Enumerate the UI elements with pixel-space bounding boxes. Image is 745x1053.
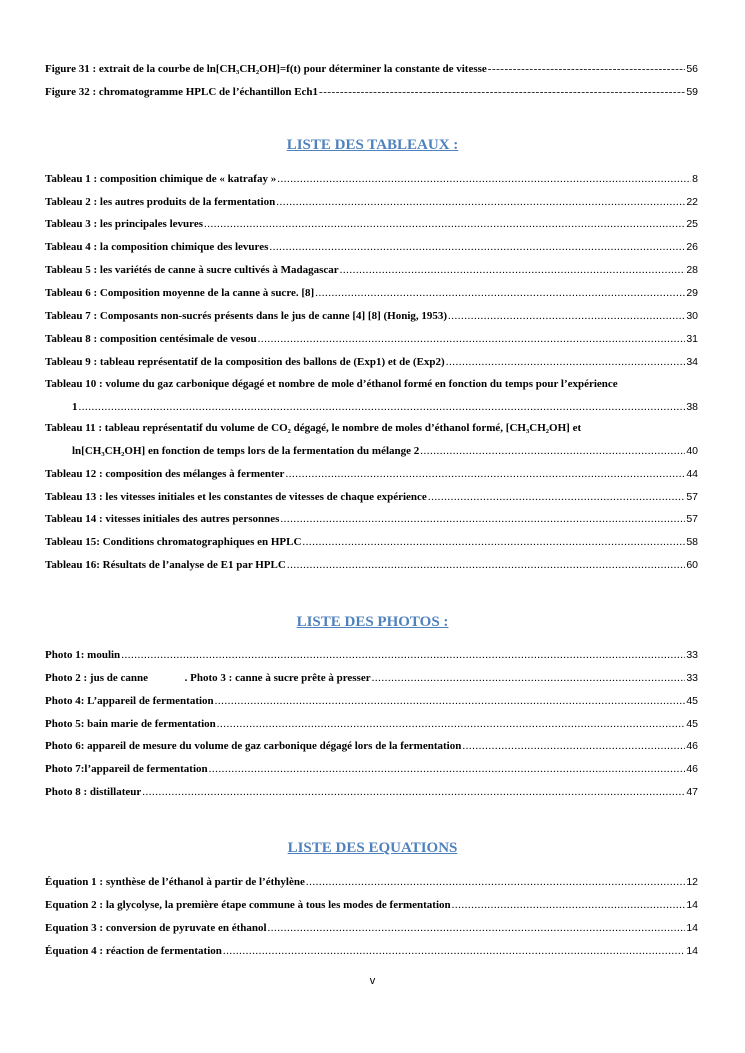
entry-label: Équation 4 : réaction de fermentation [45,945,222,957]
entry-page: 30 [686,310,698,322]
toc-entry-photo-2-3[interactable] [45,671,698,685]
toc-entry-equation-2[interactable] [45,898,698,912]
entry-label: Figure 32 : chromatogramme HPLC de l’échantillon Ech1 [45,86,319,98]
entry-page: 22 [686,196,698,208]
entry-label: Tableau 6 : Composition moyenne de la canne à sucre. [8] [45,287,315,299]
entry-label: Tableau 12 : composition des mélanges à fermenter [45,468,285,480]
entry-page: 14 [686,945,698,957]
toc-entry-table-12[interactable] [45,467,698,481]
toc-entry-table-5[interactable] [45,263,698,277]
entry-label: Tableau 4 : la composition chimique des levures [45,241,269,253]
entry-label: Tableau 2 : les autres produits de la fermentation [45,196,276,208]
entry-page: 56 [686,63,698,75]
page-number: v [369,975,376,987]
dot-leader [223,944,685,958]
entry-label: Photo 6: appareil de mesure du volume de gaz carbonique dégagé lors de la fermentation [45,740,462,752]
entry-label: Tableau 8 : composition centésimale de vesou [45,333,257,345]
dot-leader [280,512,685,526]
toc-entry-table-9[interactable] [45,355,698,369]
toc-entry-photo-5[interactable] [45,717,698,731]
dot-leader [268,921,686,935]
dot-leader [452,898,686,912]
toc-entry-table-4[interactable] [45,240,698,254]
entry-label: Tableau 5 : les variétés de canne à sucre cultivés à Madagascar [45,264,339,276]
entry-page: 58 [686,536,698,548]
entry-page: 60 [686,559,698,571]
toc-entry-figure-31[interactable] [45,62,698,76]
toc-entry-table-11[interactable] [45,421,698,458]
toc-entry-table-14[interactable] [45,512,698,526]
entry-page: 25 [686,218,698,230]
toc-entry-table-8[interactable] [45,332,698,346]
dot-leader [215,694,686,708]
entry-page: 26 [686,241,698,253]
dot-leader [209,762,686,776]
entry-page: 12 [686,876,698,888]
entry-page: 46 [686,740,698,752]
entry-label: Tableau 3 : les principales levures [45,218,203,230]
entry-page: 46 [686,763,698,775]
toc-entry-table-15[interactable] [45,535,698,549]
entry-label: Equation 2 : la glycolyse, la première étape commune à tous les modes de fermentation [45,899,451,911]
dot-leader [428,490,686,504]
entry-page: 45 [686,695,698,707]
dot-leader [204,217,685,231]
entry-page: 31 [686,333,698,345]
entry-label: Photo 8 : distillateur [45,786,142,798]
dot-leader [269,240,685,254]
toc-entry-equation-4[interactable] [45,944,698,958]
entry-page: 14 [686,899,698,911]
dot-leader [79,400,686,414]
toc-entry-table-7[interactable] [45,309,698,323]
dot-leader [340,263,686,277]
toc-entry-equation-3[interactable] [45,921,698,935]
toc-entry-figure-32[interactable] [45,85,698,99]
entry-label: Tableau 7 : Composants non-sucrés présents dans le jus de canne [4] [8] (Honig, 1953) [45,310,448,322]
dot-leader [258,332,686,346]
dot-leader [285,467,685,481]
entry-label: Tableau 16: Résultats de l’analyse de E1 par HPLC [45,559,286,571]
toc-entry-table-1[interactable] [45,172,698,186]
entry-label: Tableau 1 : composition chimique de « katrafay » [45,173,277,185]
entry-label-continued: ln[CH₃CH₂OH] en fonction de temps lors de la fermentation du mélange 2 [72,445,420,457]
toc-entry-table-16[interactable] [45,558,698,572]
entry-label: Equation 3 : conversion de pyruvate en éthanol [45,922,267,934]
dot-leader [287,558,686,572]
dot-leader [488,62,686,76]
entry-label: Équation 1 : synthèse de l’éthanol à partir de l’éthylène [45,876,305,888]
dot-leader [315,286,685,300]
entry-page: 14 [686,922,698,934]
entry-label: Tableau 15: Conditions chromatographiques en HPLC [45,536,302,548]
entry-label: Photo 2 : jus de canne [45,672,148,684]
toc-entry-table-13[interactable] [45,490,698,504]
entry-label: Photo 5: bain marie de fermentation [45,718,216,730]
entry-page: 44 [686,468,698,480]
toc-entry-table-2[interactable] [45,195,698,209]
dot-leader [217,717,686,731]
entry-page: 57 [686,513,698,525]
toc-entry-table-3[interactable] [45,217,698,231]
entry-page: 57 [686,491,698,503]
entry-label: Photo 1: moulin [45,649,121,661]
entry-page: 33 [686,672,698,684]
toc-entry-table-10[interactable] [45,377,698,414]
dot-leader [446,355,686,369]
toc-entry-photo-7[interactable] [45,762,698,776]
toc-entry-photo-1[interactable] [45,648,698,662]
entry-label-second: . Photo 3 : canne à sucre prête à presser [184,672,371,684]
dot-leader [306,875,685,889]
entry-label: Tableau 10 : volume du gaz carbonique dégagé et nombre de mole d’éthanol formé en fonction du temps pour l’expérience [45,378,618,390]
entry-page: 8 [692,173,698,185]
entry-label: Tableau 13 : les vitesses initiales et les constantes de vitesses de chaque expérience [45,491,427,503]
toc-entry-photo-4[interactable] [45,694,698,708]
entry-page: 33 [686,649,698,661]
dot-leader [302,535,685,549]
dot-leader [121,648,685,662]
entry-page: 28 [686,264,698,276]
entry-page: 59 [686,86,698,98]
entry-page: 45 [686,718,698,730]
entry-page: 40 [686,445,698,457]
entry-label: Photo 7:l’appareil de fermentation [45,763,208,775]
dot-leader [448,309,685,323]
entry-label-continued: 1 [72,401,78,413]
section-heading-tables: LISTE DES TABLEAUX : [286,137,459,153]
section-heading-equations: LISTE DES EQUATIONS [287,840,458,856]
entry-label: Tableau 9 : tableau représentatif de la composition des ballons de (Exp1) et de (Exp2) [45,356,445,368]
dot-leader [372,671,686,685]
entry-label: Photo 4: L’appareil de fermentation [45,695,214,707]
toc-entry-photo-6[interactable] [45,739,698,753]
entry-page: 29 [686,287,698,299]
entry-page: 34 [686,356,698,368]
toc-entry-table-6[interactable] [45,286,698,300]
entry-label: Tableau 14 : vitesses initiales des autres personnes [45,513,280,525]
dot-leader [142,785,685,799]
toc-entry-photo-8[interactable] [45,785,698,799]
toc-entry-equation-1[interactable] [45,875,698,889]
entry-page: 47 [686,786,698,798]
entry-label: Tableau 11 : tableau représentatif du volume de CO₂ dégagé, le nombre de moles d’éthanol formé, [CH₃CH₂OH] et [45,422,582,434]
dot-leader [319,85,685,99]
entry-page: 38 [686,401,698,413]
dot-leader [420,444,685,458]
entry-label: Figure 31 : extrait de la courbe de ln[CH₃CH₂OH]=f(t) pour déterminer la constante de vitesse [45,63,487,75]
dot-leader [277,172,691,186]
section-heading-photos: LISTE DES PHOTOS : [296,614,449,630]
dot-leader [462,739,685,753]
dot-leader [276,195,685,209]
